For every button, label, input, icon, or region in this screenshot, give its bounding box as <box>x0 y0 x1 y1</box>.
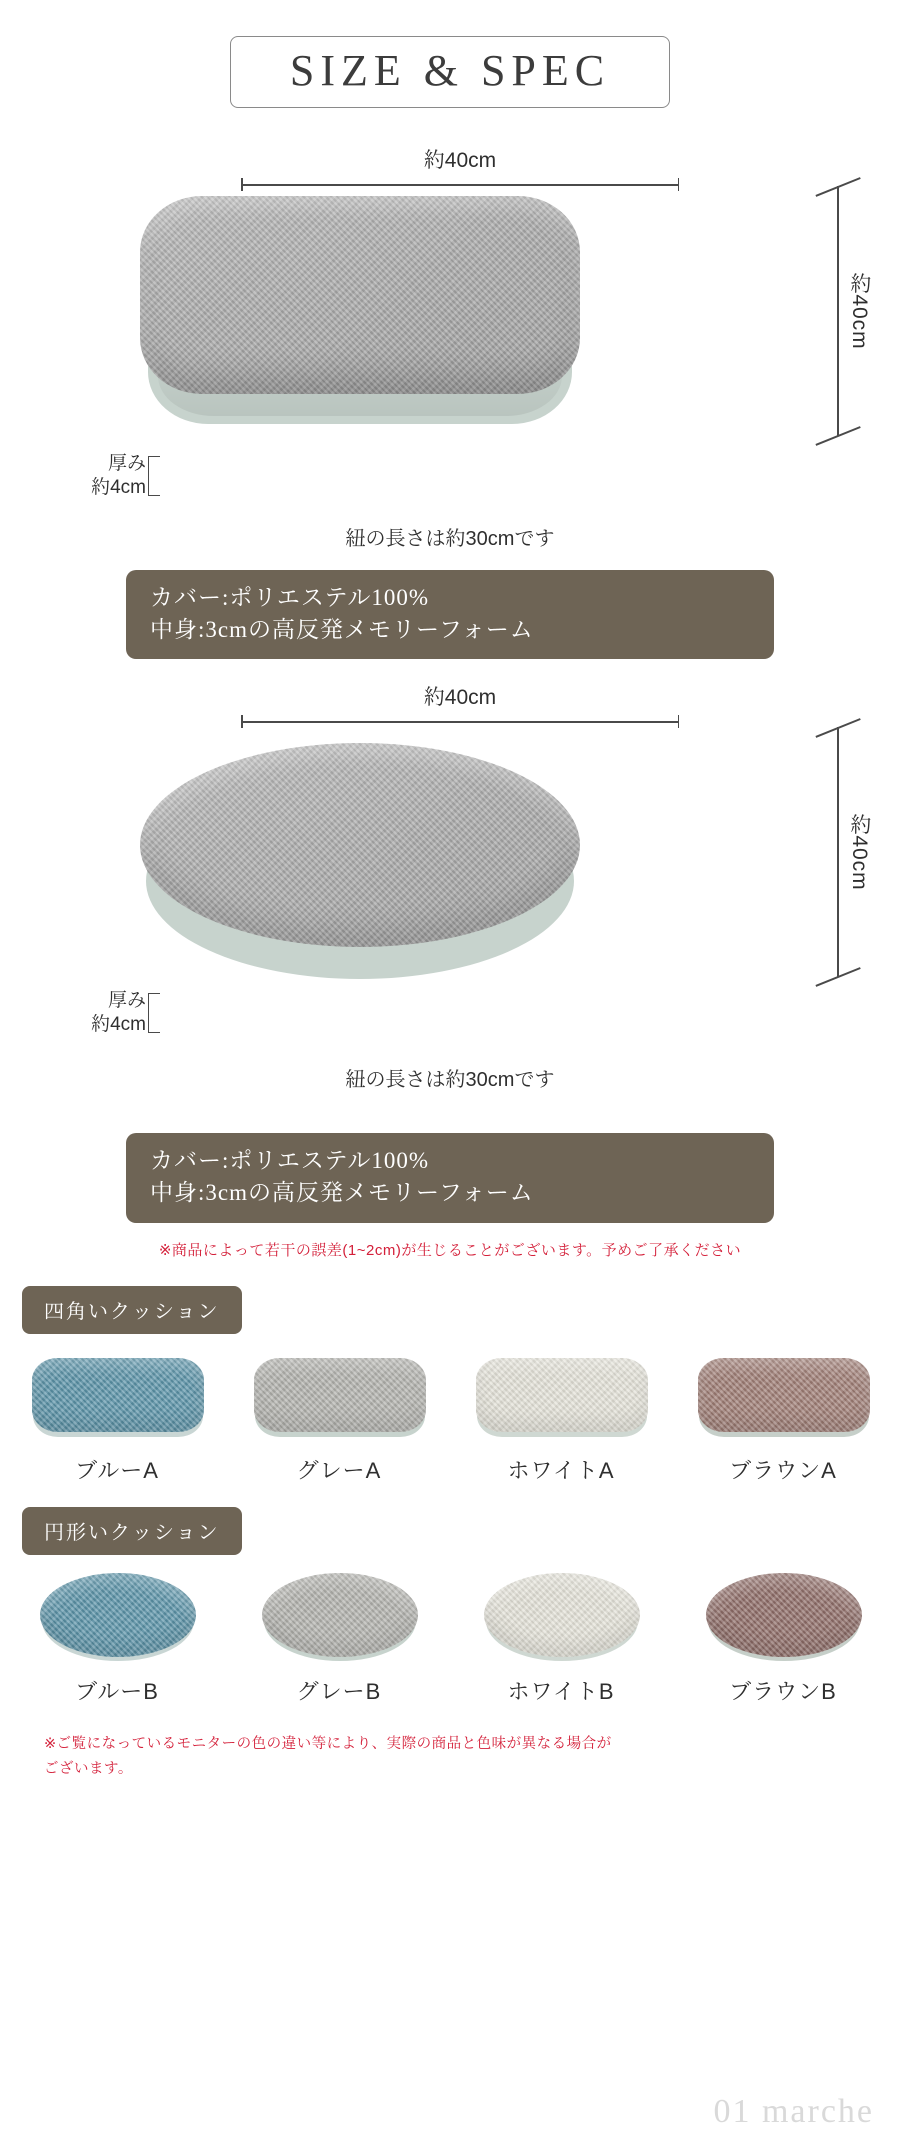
swatch-label: ブラウンB <box>729 1678 837 1704</box>
round-section-tag-wrapper <box>0 1507 900 1555</box>
square-cushion-diagram <box>0 144 900 574</box>
round-thickness-measure <box>26 989 146 1037</box>
page-title-wrapper <box>0 0 900 108</box>
swatch-image <box>14 1567 220 1663</box>
round-thickness-label-1: 厚み <box>107 990 146 1012</box>
monitor-note-line-1: ※ご覧になっているモニターの色の違い等により、実際の商品と色味が異なる場合が <box>44 1735 612 1752</box>
square-cushion-swatch-gray <box>254 1358 426 1432</box>
measure-line-vertical <box>837 727 839 977</box>
swatch-item[interactable] <box>458 1346 664 1485</box>
square-cushion-image <box>140 196 580 431</box>
swatch-label: グレーA <box>296 1457 382 1483</box>
round-cushion-swatch-white <box>484 1573 640 1657</box>
measure-cap-right <box>678 715 680 728</box>
square-thickness-measure <box>26 452 146 500</box>
tolerance-note: ※商品によって若干の誤差(1~2cm)が生じることがございます。予めご了承ください <box>158 1241 742 1259</box>
swatch-image <box>458 1346 664 1442</box>
measure-line <box>241 721 679 723</box>
swatch-image <box>236 1567 442 1663</box>
square-width-measure <box>235 144 685 190</box>
round-width-label: 約40cm <box>423 686 497 710</box>
square-width-label: 約40cm <box>423 149 497 172</box>
measure-cap-right <box>678 178 680 191</box>
square-cushion-swatch-white <box>476 1358 648 1432</box>
swatch-label: ホワイトA <box>507 1457 615 1483</box>
monitor-note-wrapper <box>0 1706 900 1781</box>
square-color-swatch-row <box>0 1346 900 1485</box>
round-width-measure <box>235 681 685 727</box>
square-spec-line-1: カバー:ポリエステル100% <box>150 585 429 610</box>
square-depth-label: 約40cm <box>848 272 871 350</box>
measure-cap-left <box>241 715 243 728</box>
round-spec-banner <box>126 1133 774 1222</box>
swatch-item[interactable] <box>458 1567 664 1706</box>
round-section-tag: 円形いクッション <box>22 1507 242 1555</box>
swatch-item[interactable] <box>14 1567 220 1706</box>
square-strap-caption: 紐の長さは約30cmです <box>345 528 555 550</box>
round-cushion-swatch-gray <box>262 1573 418 1657</box>
swatch-item[interactable] <box>14 1346 220 1485</box>
square-depth-measure <box>798 186 878 436</box>
square-width-bar <box>235 178 685 190</box>
swatch-image <box>458 1567 664 1663</box>
square-cushion-swatch-blue <box>32 1358 204 1432</box>
square-cushion-swatch-brown <box>698 1358 870 1432</box>
swatch-label: ブラウンA <box>729 1457 837 1483</box>
square-section-tag-wrapper <box>0 1286 900 1334</box>
round-color-swatch-row <box>0 1567 900 1706</box>
swatch-label: ブルーB <box>75 1678 159 1704</box>
square-thickness-label-2: 約4cm <box>91 476 146 498</box>
measure-line <box>241 184 679 186</box>
round-cushion-diagram <box>0 681 900 1111</box>
round-width-bar <box>235 715 685 727</box>
swatch-item[interactable] <box>236 1346 442 1485</box>
page-title: SIZE & SPEC <box>289 46 611 95</box>
round-thickness-label-2: 約4cm <box>91 1014 146 1036</box>
tolerance-note-wrapper <box>0 1239 900 1260</box>
square-cushion-shading <box>158 346 562 416</box>
thickness-bracket <box>148 993 160 1033</box>
measure-cap-left <box>241 178 243 191</box>
swatch-image <box>14 1346 220 1442</box>
square-section-tag: 四角いクッション <box>22 1286 242 1334</box>
swatch-label: ホワイトB <box>507 1678 615 1704</box>
swatch-image <box>680 1346 886 1442</box>
swatch-item[interactable] <box>680 1346 886 1485</box>
round-spec-line-1: カバー:ポリエステル100% <box>150 1148 429 1174</box>
square-spec-banner <box>126 570 774 659</box>
round-cushion-image <box>140 743 580 993</box>
page-title-box <box>230 36 670 108</box>
swatch-item[interactable] <box>680 1567 886 1706</box>
round-cushion-swatch-brown <box>706 1573 862 1657</box>
brand-watermark: 01 marche <box>713 2093 874 2130</box>
swatch-label: ブルーA <box>75 1457 159 1483</box>
monitor-note-line-2: ございます。 <box>44 1760 133 1777</box>
round-strap-caption: 紐の長さは約30cmです <box>345 1069 555 1092</box>
round-spec-line-2: 中身:3cmの高反発メモリーフォーム <box>150 1180 534 1206</box>
swatch-label: グレーB <box>296 1678 382 1704</box>
measure-line-vertical <box>837 186 839 436</box>
swatch-item[interactable] <box>236 1567 442 1706</box>
swatch-image <box>236 1346 442 1442</box>
round-cushion-top <box>140 743 580 947</box>
square-spec-line-2: 中身:3cmの高反発メモリーフォーム <box>150 616 534 642</box>
round-depth-measure <box>798 727 878 977</box>
round-cushion-swatch-blue <box>40 1573 196 1657</box>
swatch-image <box>680 1567 886 1663</box>
thickness-bracket <box>148 456 160 496</box>
square-thickness-label-1: 厚み <box>107 453 146 474</box>
round-depth-label: 約40cm <box>848 813 871 892</box>
